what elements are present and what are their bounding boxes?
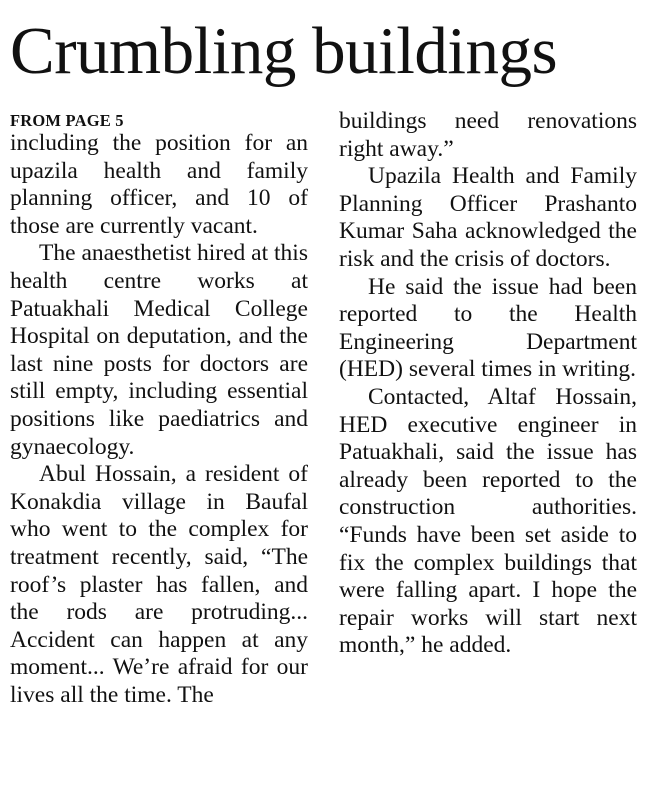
continuation-kicker: FROM PAGE 5 — [10, 111, 124, 130]
paragraph: He said the issue had been reported to the Health Engineering Department (HED) several times in writing. — [339, 273, 637, 383]
paragraph: including the position for an upazila health and family planning officer, and 10 of those are currently vacant. — [10, 130, 308, 239]
paragraph: Upazila Health and Family Planning Officer Prashanto Kumar Saha acknowledged the risk and the crisis of doctors. — [339, 163, 637, 272]
paragraph: Abul Hossain, a resident of Konakdia village in Baufal who went to the complex for treatment recently, said, “The roof’s plaster has fallen, and the rods are protruding... Accident can happen at any moment... We’re afraid for our lives all the time. The — [10, 461, 308, 708]
headline: Crumbling buildings — [10, 14, 558, 88]
paragraph: buildings need renovations right away.” — [339, 108, 637, 162]
paragraph: Contacted, Altaf Hossain, HED executive engineer in Patuakhali, said the issue has already been reported to the construction authorities. “Funds have been set aside to fix the complex buildings that were falling apart. I hope the repair works will start next month,” he added. — [339, 383, 637, 659]
article-column-left — [10, 108, 308, 709]
paragraph: The anaesthetist hired at this health centre works at Patuakhali Medical College Hospital on deputation, and the last nine posts for doctors are still empty, including essential positions like paediatrics and gynaecology. — [10, 240, 308, 460]
article-column-right — [339, 108, 637, 660]
